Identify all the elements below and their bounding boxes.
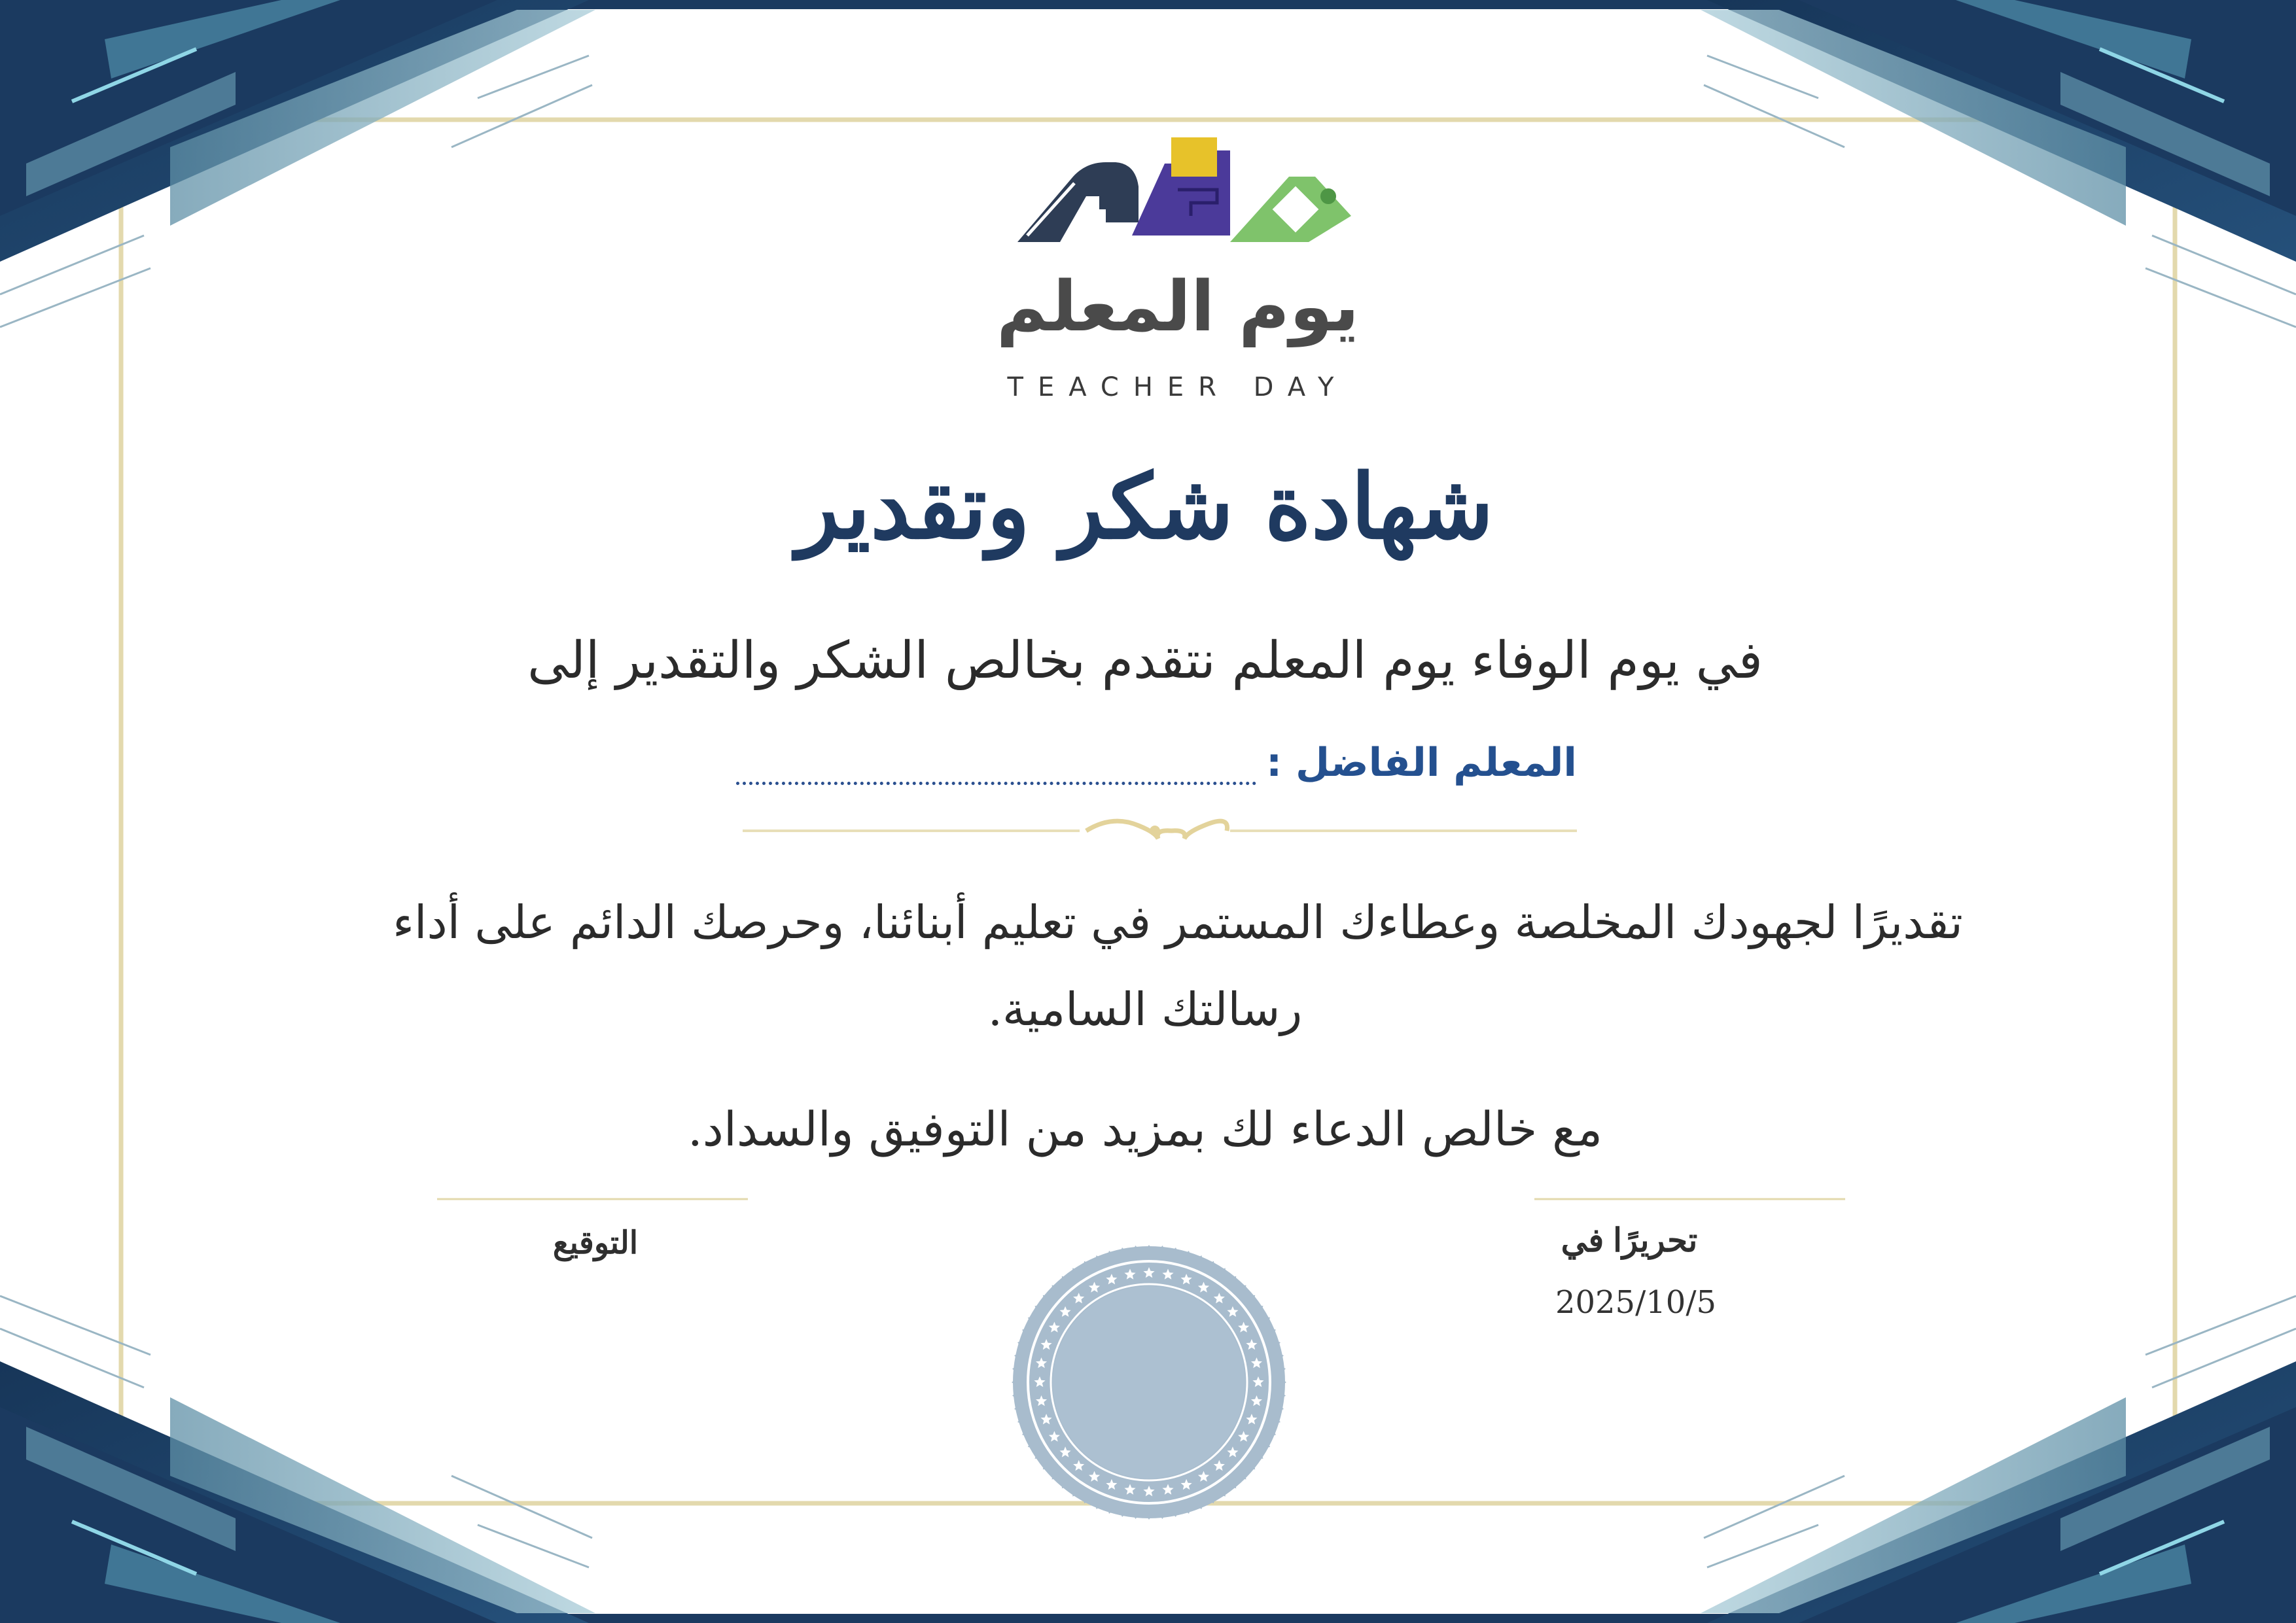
logo-arabic-text: يوم المعلم xyxy=(996,266,1360,347)
prayer-text: مع خالص الدعاء لك بمزيد من التوفيق والسداد. xyxy=(687,1102,1603,1157)
corner-top-left xyxy=(0,0,595,327)
recipient-name-field[interactable] xyxy=(736,782,1256,785)
date-value: 2025/10/5 xyxy=(1555,1284,1717,1321)
body-text-line-1: تقديرًا لجهودك المخلصة وعطاءك المستمر في تعليم أبنائنا، وحرصك الدائم على أداء xyxy=(393,896,1963,949)
corner-bottom-right xyxy=(1701,1296,2296,1623)
certificate-title: شهادة شكر وتقدير xyxy=(796,455,1494,559)
logo-english-text: TEACHER DAY xyxy=(1007,372,1349,402)
corner-top-right xyxy=(1701,0,2296,327)
seal-icon xyxy=(1012,1245,1286,1520)
date-label: تحريرًا في xyxy=(1561,1222,1698,1259)
recipient-label: المعلم الفاضل : xyxy=(1266,740,1577,786)
ornament-divider xyxy=(743,821,1577,839)
signature-label: التوقيع xyxy=(552,1226,639,1261)
intro-text: في يوم الوفاء يوم المعلم نتقدم بخالص الشكر والتقدير إلى xyxy=(527,631,1763,690)
body-text-line-2: رسالتك السامية. xyxy=(987,983,1303,1036)
corner-bottom-left xyxy=(0,1296,595,1623)
teacher-day-logo-icon xyxy=(1017,137,1351,242)
